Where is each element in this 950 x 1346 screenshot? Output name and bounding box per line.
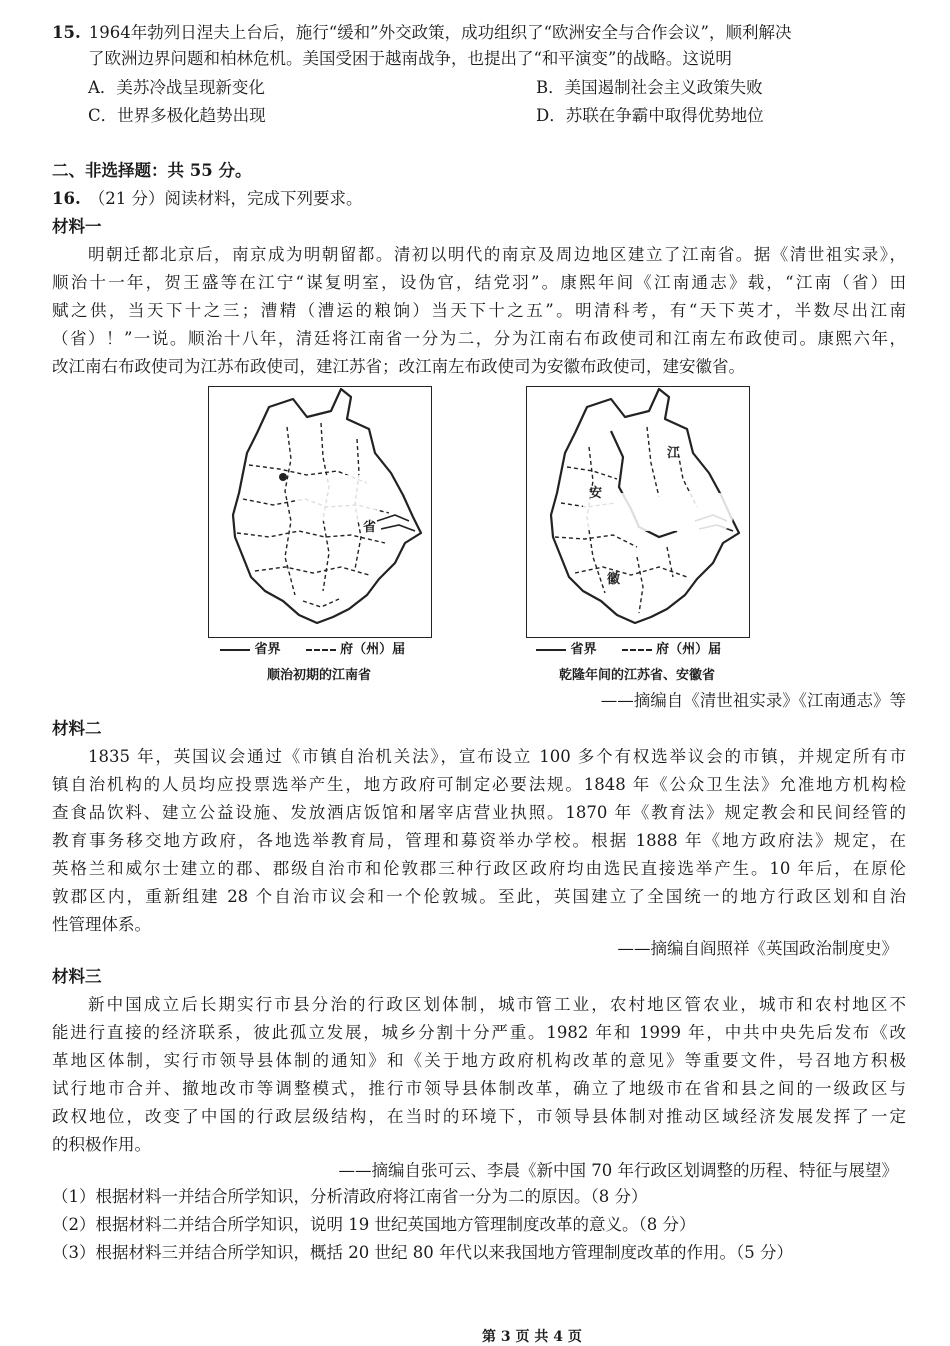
map1-legend — [220, 642, 405, 658]
legend-dashed-line-icon — [306, 649, 336, 651]
map2-label-hui: 徽 — [607, 571, 621, 586]
m2-line: 英格兰和威尔士建立的郡、郡级自治市和伦敦郡三种行政区政府均由选民直接选举产生。10 年后，在原伦 — [52, 859, 906, 878]
m3-line: 新中国成立后长期实行市县分治的行政区划体制，城市管工业，农村地区管农业，城市和农村地区不 — [88, 995, 906, 1014]
q15-number: 15. — [52, 23, 81, 42]
legend-solid-line-icon — [220, 649, 250, 651]
m2-line: 镇自治机构的人员均应投票选举产生，地方政府可制定必要法规。1848 年《公众卫生法》允准地方机构检 — [52, 775, 906, 794]
q15-option-d: D．苏联在争霸中取得优势地位 — [536, 106, 764, 125]
q15-option-a: A．美苏冷战呈现新变化 — [88, 78, 265, 97]
legend-dashed-line-icon — [622, 649, 652, 651]
m2-line: 1835 年，英国议会通过《市镇自治机关法》，宣布设立 100 多个有权选举议会的市镇，并规定所有市 — [88, 747, 906, 766]
q16-intro-line — [52, 188, 362, 210]
q15-option-c: C．世界多极化趋势出现 — [88, 106, 266, 125]
m1-line: 顺治十一年，贺王盛等在江宁“谋复明室，设伪官，结党羽”。康熙年间《江南通志》载，“江南（省）田 — [52, 273, 906, 292]
m3-title: 材料三 — [52, 967, 102, 986]
map2-legend-prefecture: 府（州）届 — [656, 642, 722, 657]
page-footer: 第 3 页 共 4 页 — [482, 1329, 582, 1345]
q16-subquestion-3: （3）根据材料三并结合所学知识，概括 20 世纪 80 年代以来我国地方管理制度改革的作用。（5 分） — [52, 1243, 793, 1262]
q15-option-b: B．美国遏制社会主义政策失败 — [536, 78, 763, 97]
legend-solid-line-icon — [536, 649, 566, 651]
q15-stem-2: 了欧洲边界问题和柏林危机。美国受困于越南战争，也提出了“和平演变”的战略。这说明 — [88, 49, 732, 68]
q16-intro: （21 分）阅读材料，完成下列要求。 — [88, 189, 363, 208]
m3-line: 政权地位，改变了中国的行政层级结构，在当时的环境下，市领导县体制对推动区域经济发展发挥了一定 — [52, 1107, 906, 1126]
m2-line: 教育事务移交地方政府，各地选举教育局，管理和募资举办学校。根据 1888 年《地方政府法》规定，在 — [52, 831, 906, 850]
map-shunzhi-jiangnan — [208, 386, 432, 638]
map-qianlong-jiangsu-anhui — [526, 386, 750, 638]
q16-subquestion-2: （2）根据材料二并结合所学知识，说明 19 世纪英国地方管理制度改革的意义。（8 分） — [52, 1215, 696, 1234]
map-shunzhi-svg — [209, 387, 431, 637]
m1-title: 材料一 — [52, 217, 102, 236]
map1-province-label: 省 — [363, 519, 377, 534]
m2-line: 性管理体系。 — [52, 915, 151, 934]
m1-line: （省）！”一说。顺治十八年，清廷将江南省一分为二，分为江南右布政使司和江南左布政使司。康熙六年， — [52, 329, 906, 348]
q16-number: 16. — [52, 189, 81, 208]
m1-line: 改江南右布政使司为江苏布政使司，建江苏省；改江南左布政使司为安徽布政使司，建安徽省。 — [52, 357, 745, 376]
map2-legend-province: 省界 — [570, 642, 597, 657]
m1-source: ——摘编自《清世祖实录》《江南通志》等 — [600, 691, 906, 710]
section2-title: 二、非选择题：共 55 分。 — [52, 161, 252, 180]
m2-title: 材料二 — [52, 719, 102, 738]
map-qianlong-svg — [527, 387, 749, 637]
q15-stem-1: 1964年勃列日涅夫上台后，施行“缓和”外交政策，成功组织了“欧洲安全与合作会议”，顺利解决 — [88, 23, 792, 42]
m3-line: 的积极作用。 — [52, 1135, 151, 1154]
m3-source: ——摘编自张可云、李晨《新中国 70 年行政区划调整的历程、特征与展望》 — [338, 1161, 898, 1180]
m3-line: 试行地市合并、撤地改市等调整模式，推行市领导县体制改革，确立了地级市在省和县之间的一级政区与 — [52, 1079, 906, 1098]
q15-stem-line-1 — [52, 22, 791, 44]
map2-caption: 乾隆年间的江苏省、安徽省 — [558, 668, 715, 683]
m2-source: ——摘编自阎照祥《英国政治制度史》 — [617, 939, 898, 958]
m1-line: 赋之供，当天下十之三；漕精（漕运的粮饷）当天下十之五”。明清科考，有“天下英才，半数尽出江南 — [52, 301, 906, 320]
map1-caption: 顺治初期的江南省 — [266, 668, 371, 683]
m2-line: 查食品饮料、建立公益设施、发放酒店饭馆和屠宰店营业执照。1870 年《教育法》规定教会和民间经管的 — [52, 803, 906, 822]
m1-line: 明朝迁都北京后，南京成为明朝留都。清初以明代的南京及周边地区建立了江南省。据《清世祖实录》， — [88, 245, 906, 264]
q16-subquestion-1: （1）根据材料一并结合所学知识，分析清政府将江南省一分为二的原因。（8 分） — [52, 1187, 648, 1206]
map2-legend — [536, 642, 721, 658]
map2-label-an: 安 — [589, 485, 603, 500]
m3-line: 能进行直接的经济联系，彼此孤立发展，城乡分割十分严重。1982 年和 1999 年，中共中央先后发布《改 — [52, 1023, 906, 1042]
map1-legend-province: 省界 — [254, 642, 281, 657]
map2-label-jiang: 江 — [667, 445, 681, 460]
m2-line: 敦郡区内，重新组建 28 个自治市议会和一个伦敦城。至此，英国建立了全国统一的地方行政区划和自治 — [52, 887, 906, 906]
map1-legend-prefecture: 府（州）届 — [340, 642, 406, 657]
m3-line: 革地区体制，实行市领导县体制的通知》和《关于地方政府机构改革的意见》等重要文件，号召地方积极 — [52, 1051, 906, 1070]
